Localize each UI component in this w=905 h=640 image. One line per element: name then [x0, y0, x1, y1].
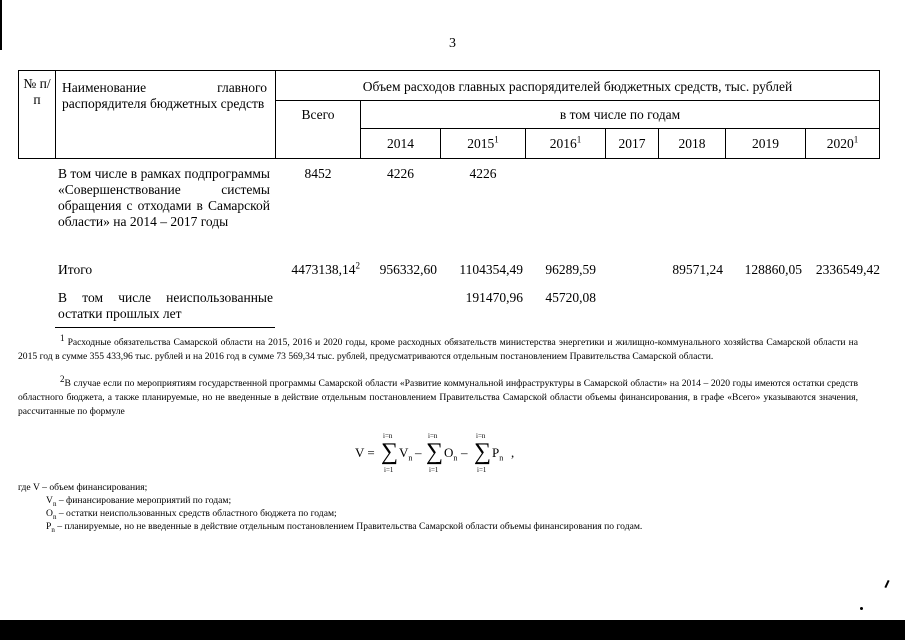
header-year: 2016$^1$: [549, 134, 582, 151]
header-year: 2017: [618, 136, 646, 151]
header-total: Всего: [301, 107, 335, 122]
header-volume: Объем расходов главных распорядителей бюджетных средств, тыс. рублей: [362, 79, 793, 94]
sum-lower-limit: i=1: [477, 466, 487, 474]
minus-sign: –: [461, 445, 468, 460]
minus-sign: –: [415, 445, 422, 460]
header-name: Наименование главного распорядителя бюджетных средств: [62, 80, 267, 111]
row-value: 4226: [469, 166, 497, 181]
header-year: 2018: [678, 136, 706, 151]
row-name: В том числе неиспользованные остатки прошлых лет: [58, 290, 273, 321]
sigma-symbol: ∑: [474, 439, 492, 465]
footnote-2: $^2$В случае если по мероприятиям государственной программы Самарской области «Развитие коммунальной инфраструктуры в Самарской области» на 2014 – 2020 годы имеются остатки средств областного бюджета, а также планируемые, но не введенные в действие отдельным постановлением Правительства Самарской области объемы финансирования, в графе «Всего» указываются значения, рассчитанные по формуле: [18, 373, 858, 417]
term-o: $O_n$: [444, 445, 458, 463]
definition-item: $V_n$ – финансирование мероприятий по годам;: [46, 495, 232, 508]
definition-item: $O_n$ – остатки неиспользованных средств областного бюджета по годам;: [46, 508, 337, 521]
row-value: 191470,96: [465, 290, 523, 305]
header-year: 2014: [387, 136, 414, 151]
term-v: $V_n$: [399, 445, 413, 463]
row-value: 96289,59: [545, 262, 596, 277]
row-value: 1104354,49: [459, 262, 523, 277]
formula-lhs: V =: [355, 445, 375, 460]
row-name: Итого: [58, 262, 93, 277]
term-p: $P_n$: [492, 445, 504, 463]
row-value: 128860,05: [744, 262, 802, 277]
sum-upper-limit: i=n: [476, 432, 486, 440]
row-total: 8452: [304, 166, 332, 181]
header-year: 2020$^1$: [826, 134, 859, 151]
definition-item: $P_n$ – планируемые, но не введенные в действие отдельным постановлением Правительства Самарской области объемы финансирования по годам.: [46, 521, 643, 534]
header-by-years: в том числе по годам: [559, 107, 681, 122]
footnote-1: $^1$ Расходные обязательства Самарской области на 2015, 2016 и 2020 годы, кроме расходных обязательств министерства энергетики и жилищно-коммунального хозяйства Самарской области на 2015 год в сумме 355 433,96 тыс. рублей и на 2016 год в сумме 73 569,34 тыс. рублей, предусматриваются отдельным постановлением Правительства Самарской области.: [18, 332, 858, 362]
row-value: 45720,08: [545, 290, 596, 305]
row-total: 4473138,14$^2$: [291, 260, 360, 277]
sum-lower-limit: i=1: [384, 466, 394, 474]
formula-tail: ,: [511, 445, 515, 460]
page-number: 3: [449, 36, 456, 51]
sigma-symbol: ∑: [426, 439, 444, 465]
row-value: 956332,60: [379, 262, 437, 277]
row-name: В том числе в рамках подпрограммы «Совершенствование системы обращения с отходами в Самарской области» на 2014 – 2017 годы: [58, 166, 270, 229]
definitions-intro: где V – объем финансирования;: [18, 482, 148, 493]
formula: [355, 432, 525, 477]
header-num: № п/п: [23, 76, 51, 107]
header-year: 2019: [752, 136, 779, 151]
header-year: 2015$^1$: [467, 134, 499, 151]
sigma-symbol: ∑: [381, 439, 399, 465]
row-value: 2336549,42: [815, 262, 880, 277]
row-value: 89571,24: [672, 262, 723, 277]
row-value: 4226: [387, 166, 414, 181]
sum-upper-limit: i=n: [428, 432, 438, 440]
sum-lower-limit: i=1: [429, 466, 439, 474]
sum-upper-limit: i=n: [383, 432, 393, 440]
